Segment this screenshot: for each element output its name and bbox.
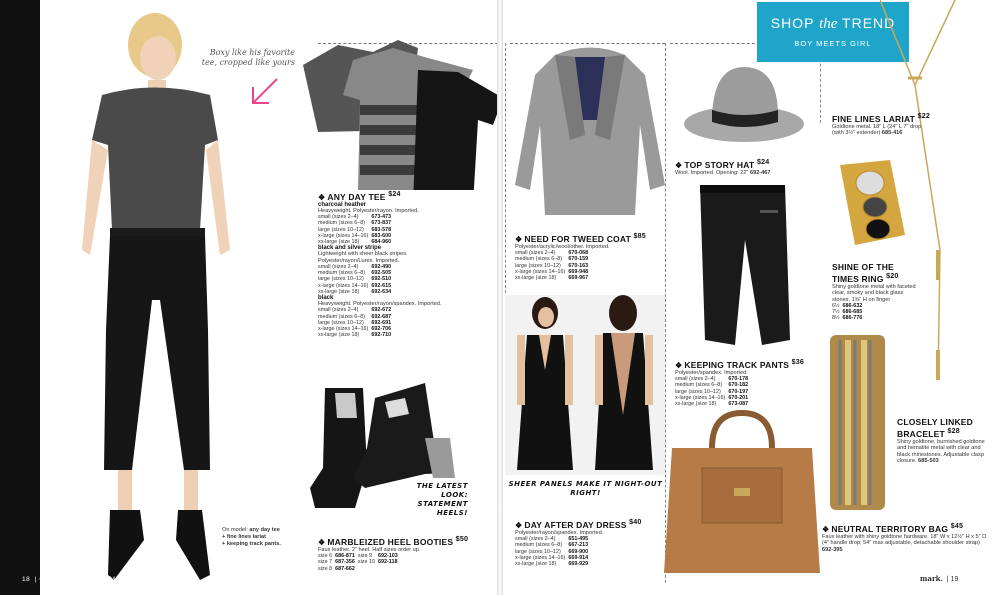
- item-number: 685-503: [918, 458, 939, 465]
- size-label: small (sizes 2–4): [675, 376, 716, 383]
- item-number: 692-395: [822, 546, 843, 553]
- hat-info: ❖ TOP STORY HAT $^{\$24}$ Wool. Imported. Opening: 22" 692-467: [675, 158, 771, 176]
- arrow-icon: [247, 75, 281, 109]
- ring-photo: [830, 155, 910, 250]
- booties-desc: Faux leather. 2" heel. Half sizes order up.: [318, 546, 421, 553]
- item-number: 686-871: [335, 553, 355, 560]
- booties-info: ❖ MARBLEIZED HEEL BOOTIES $^{\$50}$ Faux leather. 2" heel. Half sizes order up. size 6 686-871 size 9 692-103 size 7 687-356 size 10 692-118 size 8 687-662: [318, 535, 493, 572]
- table-row: [515, 275, 591, 281]
- dress-title: DAY AFTER DAY DRESS: [524, 519, 627, 530]
- item-number: 692-103: [377, 553, 398, 560]
- ring-info: [832, 262, 922, 322]
- item-number: 670-178: [728, 376, 749, 383]
- column-divider: [505, 43, 506, 293]
- size-table: [318, 264, 394, 295]
- item-number: 692-615: [371, 282, 392, 289]
- size-label: medium (sizes 6–8): [318, 220, 366, 227]
- size-label: small (sizes 2–4): [318, 214, 359, 221]
- size-label: large (sizes 10–12): [675, 388, 721, 395]
- variant-desc: Lightweight with sheer black stripes. Polyester/rayon/Lurex. Imported.: [318, 251, 408, 264]
- size-label: medium (sizes 6–8): [318, 270, 366, 277]
- size-label: medium (sizes 6–8): [318, 313, 366, 320]
- banner-subtitle: BOY MEETS GIRL: [794, 39, 872, 48]
- table-row: [832, 315, 865, 321]
- table-row: [515, 561, 591, 567]
- model-note-item: + keeping track pants.: [222, 541, 281, 547]
- size-label: large (sizes 10–12): [318, 226, 364, 233]
- brand-logo: mark.: [920, 574, 943, 583]
- item-number: 683-600: [371, 232, 392, 239]
- table-row: [515, 256, 591, 262]
- bag-title: NEUTRAL TERRITORY BAG: [831, 523, 949, 534]
- item-number: 670-201: [728, 394, 749, 401]
- size-label: small (sizes 2–4): [318, 264, 359, 271]
- hat-photo: [682, 62, 812, 152]
- dress-price: $40: [629, 518, 642, 526]
- hat-desc: Wool. Imported. Opening: 22": [675, 169, 749, 176]
- item-number: 669-900: [568, 548, 589, 555]
- size-label: size 10: [357, 559, 375, 566]
- tee-title: ANY DAY TEE: [327, 191, 386, 202]
- size-label: medium (sizes 6–8): [675, 382, 723, 389]
- item-number: 670-197: [728, 388, 749, 395]
- size-table: [515, 536, 591, 567]
- model-note-item: + fine lines lariat: [222, 534, 266, 540]
- pants-photo: [690, 180, 800, 350]
- hat-price: $24: [756, 158, 770, 166]
- banner-trend: TREND: [842, 15, 896, 31]
- page-gutter: [497, 0, 503, 595]
- item-number: 685-416: [881, 130, 903, 137]
- model-note-label: On model:: [222, 527, 248, 533]
- size-label: large (sizes 10–12): [515, 548, 561, 555]
- size-label: size 9: [357, 553, 372, 560]
- size-label: xx-large (size 18): [318, 239, 360, 246]
- caption: Boxy like his favorite tee, cropped like yours: [201, 48, 295, 67]
- item-number: 692-505: [371, 270, 392, 277]
- size-label: 8½: [832, 315, 840, 322]
- footer-page-number: 19: [950, 576, 959, 583]
- coat-price: $85: [633, 232, 646, 240]
- size-label: x-large (sizes 14–16): [515, 554, 566, 561]
- variant-name: black and silver stripe: [318, 245, 382, 252]
- bracelet-info: [897, 418, 987, 464]
- coat-info: ❖ NEED FOR TWEED COAT $^{\$85}$ Polyester/acrylic/wool/other. Imported. small (sizes 2–4) 670-068 medium (sizes 6–8) 670-159 large (sizes 10–12) 670-163 x-large (sizes 14–16) 669-948 xx-large (size 18) 669-967: [515, 232, 660, 281]
- item-number: 692-691: [371, 319, 392, 326]
- size-label: 7½: [832, 309, 840, 316]
- variant-name: charcoal heather: [318, 201, 367, 208]
- item-number: 686-632: [842, 303, 863, 310]
- table-row: [675, 401, 751, 407]
- table-row: [675, 389, 751, 395]
- footer-page-number: 18: [22, 576, 31, 583]
- booties-note: THE LATEST LOOK: STATEMENT HEELS!: [416, 482, 468, 517]
- item-number: 692-490: [371, 264, 392, 271]
- item-number: 692-672: [371, 307, 392, 314]
- pants-title: KEEPING TRACK PANTS: [684, 359, 790, 370]
- table-row: [318, 227, 394, 233]
- ring-price: $20: [886, 272, 899, 280]
- coat-photo: [515, 45, 665, 225]
- item-number: 683-578: [371, 226, 392, 233]
- item-number: 673-087: [728, 401, 749, 408]
- banner-the: the: [819, 16, 838, 32]
- item-number: 669-929: [568, 561, 589, 568]
- bracelet-price: $28: [947, 427, 960, 435]
- bag-info: ❖ NEUTRAL TERRITORY BAG $^{\$45}$ Faux leather with shiny goldtone hardware. 18" W x 12½" H x 5" D (4" handle drop; 54" max adjustable, detachable shoulder strap) 692-395: [822, 522, 992, 553]
- item-number: 692-687: [371, 313, 392, 320]
- tee-info: ❖ ANY DAY TEE $^{\$24}$ charcoal heather Heavyweight. Polyester/rayon. Imported. small (sizes 2–4) 673-473 medium (sizes 6–8) 673-837 large (sizes 10–12) 683-578 x-large (sizes 14–16) 683-600 xx-large (size 18) 684-960 black and silver stripe Lightweight with sheer black stripes. Polyester/rayon/Lurex. Imported. small (sizes 2–4) 692-490 medium (sizes 6–8) 692-505 large (sizes 10–12) 692-510 x-large (sizes 14–16) 692-615 xx-large (size 18) 692-634 black Heavyweight. Polyester/rayon/spandex. Imported. small (sizes 2–4) 692-672 medium (sizes 6–8) 692-687 large (sizes 10–12) 692-691 x-large (sizes 14–16) 692-706 xx-large (size 18) 692-710: [318, 190, 453, 339]
- ring-desc: Shiny goldtone metal with faceted clear, smoky and black glass stones. 1⅜" H on finger: [832, 283, 916, 303]
- size-label: size 8: [318, 565, 333, 572]
- table-row: [318, 314, 394, 320]
- item-number: 692-706: [371, 326, 392, 333]
- size-table: [318, 553, 401, 572]
- item-number: 670-163: [568, 262, 589, 269]
- size-table: [832, 303, 865, 322]
- coat-title: NEED FOR TWEED COAT: [524, 233, 631, 244]
- pants-info: ❖ KEEPING TRACK PANTS $^{\$36}$ Polyester/spandex. Imported. small (sizes 2–4) 670-178 medium (sizes 6–8) 670-182 large (sizes 10–12) 670-197 x-large (sizes 14–16) 670-201 xx-large (size 18) 673-087: [675, 358, 815, 407]
- bag-desc: Faux leather with shiny goldtone hardware. 18" W x 12½" H x 5" D (4" handle drop; 54" max adjustable, detachable shoulder strap): [822, 533, 987, 547]
- size-label: xx-large (size 18): [515, 275, 557, 282]
- item-number: 692-710: [371, 332, 392, 339]
- size-label: 6½: [832, 303, 840, 310]
- item-number: 673-837: [371, 220, 392, 227]
- dress-photo: [505, 295, 665, 475]
- size-label: medium (sizes 6–8): [515, 542, 563, 549]
- variant-desc: Heavyweight. Polyester/rayon/spandex. Imported.: [318, 301, 442, 308]
- size-label: x-large (sizes 14–16): [515, 268, 566, 275]
- item-number: 686-685: [842, 309, 863, 316]
- pants-price: $36: [791, 358, 805, 366]
- size-label: xx-large (size 18): [318, 288, 360, 295]
- bracelet-title: CLOSELY LINKED BRACELET: [897, 417, 974, 439]
- bag-photo: [662, 408, 822, 578]
- footer-right: mark. | 19: [920, 574, 959, 583]
- item-number: 670-159: [568, 256, 589, 263]
- table-row: [515, 549, 591, 555]
- size-table: [675, 376, 751, 407]
- item-number: 669-967: [568, 275, 589, 282]
- item-number: 670-182: [728, 382, 749, 389]
- item-number: 670-068: [568, 250, 589, 257]
- size-label: small (sizes 2–4): [318, 307, 359, 314]
- model-note: [222, 527, 300, 548]
- item-number: 686-776: [842, 315, 863, 322]
- item-number: 692-467: [749, 169, 771, 176]
- size-label: x-large (sizes 14–16): [318, 282, 369, 289]
- coat-desc: Polyester/acrylic/wool/other. Imported.: [515, 243, 610, 250]
- size-label: small (sizes 2–4): [515, 250, 556, 257]
- hat-title: TOP STORY HAT: [684, 159, 755, 170]
- size-label: large (sizes 10–12): [318, 276, 364, 283]
- item-number: 692-510: [371, 276, 392, 283]
- left-edge-strip: [0, 0, 40, 595]
- booties-price: $50: [455, 535, 469, 543]
- item-number: 669-914: [568, 554, 589, 561]
- section-divider: [670, 43, 760, 44]
- variant-name: black: [318, 295, 334, 302]
- item-number: 651-495: [568, 536, 589, 543]
- item-number: 673-473: [371, 214, 392, 221]
- footer-left: 18 | GET IT ALL @ MEETMARK.COM: [22, 576, 150, 583]
- lariat-price: $22: [917, 112, 931, 120]
- item-number: 669-948: [568, 268, 589, 275]
- size-label: medium (sizes 6–8): [515, 256, 563, 263]
- lariat-info: [832, 112, 932, 137]
- size-label: large (sizes 10–12): [318, 319, 364, 326]
- table-row: [318, 559, 401, 565]
- pants-desc: Polyester/spandex. Imported.: [675, 369, 748, 376]
- tee-photo: [298, 40, 503, 190]
- item-number: 692-118: [377, 559, 398, 566]
- table-row: [318, 276, 394, 282]
- dress-info: ❖ DAY AFTER DAY DRESS $^{\$40}$ Polyester/rayon/spandex. Imported. small (sizes 2–4) 651-495 medium (sizes 6–8) 667-213 large (sizes 10–12) 669-900 x-large (sizes 14–16) 669-914 xx-large (size 18) 669-929: [515, 518, 665, 567]
- item-number: 684-960: [371, 239, 392, 246]
- item-number: 692-634: [371, 288, 392, 295]
- size-label: size 6: [318, 553, 333, 560]
- lariat-title: FINE LINES LARIAT: [832, 113, 916, 124]
- table-row: [318, 220, 394, 226]
- table-row: [318, 566, 401, 572]
- bag-price: $45: [950, 522, 964, 530]
- size-table: [318, 214, 394, 245]
- table-row: [318, 307, 394, 313]
- section-divider: [510, 43, 665, 44]
- size-label: x-large (sizes 14–16): [318, 232, 369, 239]
- item-number: 687-662: [335, 565, 355, 572]
- table-row: [318, 283, 394, 289]
- bracelet-photo: [825, 330, 890, 515]
- dress-note: SHEER PANELS MAKE IT NIGHT-OUT RIGHT!: [508, 480, 663, 497]
- table-row: [318, 332, 394, 338]
- item-number: 667-213: [568, 542, 589, 549]
- item-number: 687-356: [335, 559, 355, 566]
- booties-title: MARBLEIZED HEEL BOOTIES: [327, 536, 454, 547]
- lariat-desc: Goldtone metal. 18" L (24" L 7" drop (with 3½" extender): [832, 123, 922, 137]
- size-table: [515, 250, 591, 281]
- ring-title: [832, 262, 922, 284]
- size-label: xx-large (size 18): [318, 332, 360, 339]
- size-label: large (sizes 10–12): [515, 262, 561, 269]
- banner-shop: SHOP: [770, 15, 815, 31]
- size-label: small (sizes 2–4): [515, 536, 556, 543]
- dress-desc: Polyester/rayon/spandex. Imported.: [515, 529, 604, 536]
- size-label: xx-large (size 18): [675, 401, 717, 408]
- size-label: size 7: [318, 559, 333, 566]
- size-table: [318, 307, 394, 338]
- model-photo: [60, 0, 240, 595]
- size-label: xx-large (size 18): [515, 561, 557, 568]
- bracelet-desc: Shiny goldtone, burnished goldtone and hematite metal with clear and black rhinestones. Adjustable clasp closure.: [897, 438, 985, 465]
- size-label: x-large (sizes 14–16): [318, 326, 369, 333]
- table-row: [515, 542, 591, 548]
- footer-link[interactable]: GET IT ALL @ MEETMARK.COM: [39, 576, 150, 583]
- variant-desc: Heavyweight. Polyester/rayon. Imported.: [318, 207, 419, 214]
- model-note-item: any day tee: [249, 527, 280, 533]
- table-row: [675, 382, 751, 388]
- table-row: [515, 263, 591, 269]
- ring-title-text: SHINE OF THE TIMES RING: [832, 262, 894, 284]
- size-label: x-large (sizes 14–16): [675, 394, 726, 401]
- tee-price: $24: [388, 190, 401, 198]
